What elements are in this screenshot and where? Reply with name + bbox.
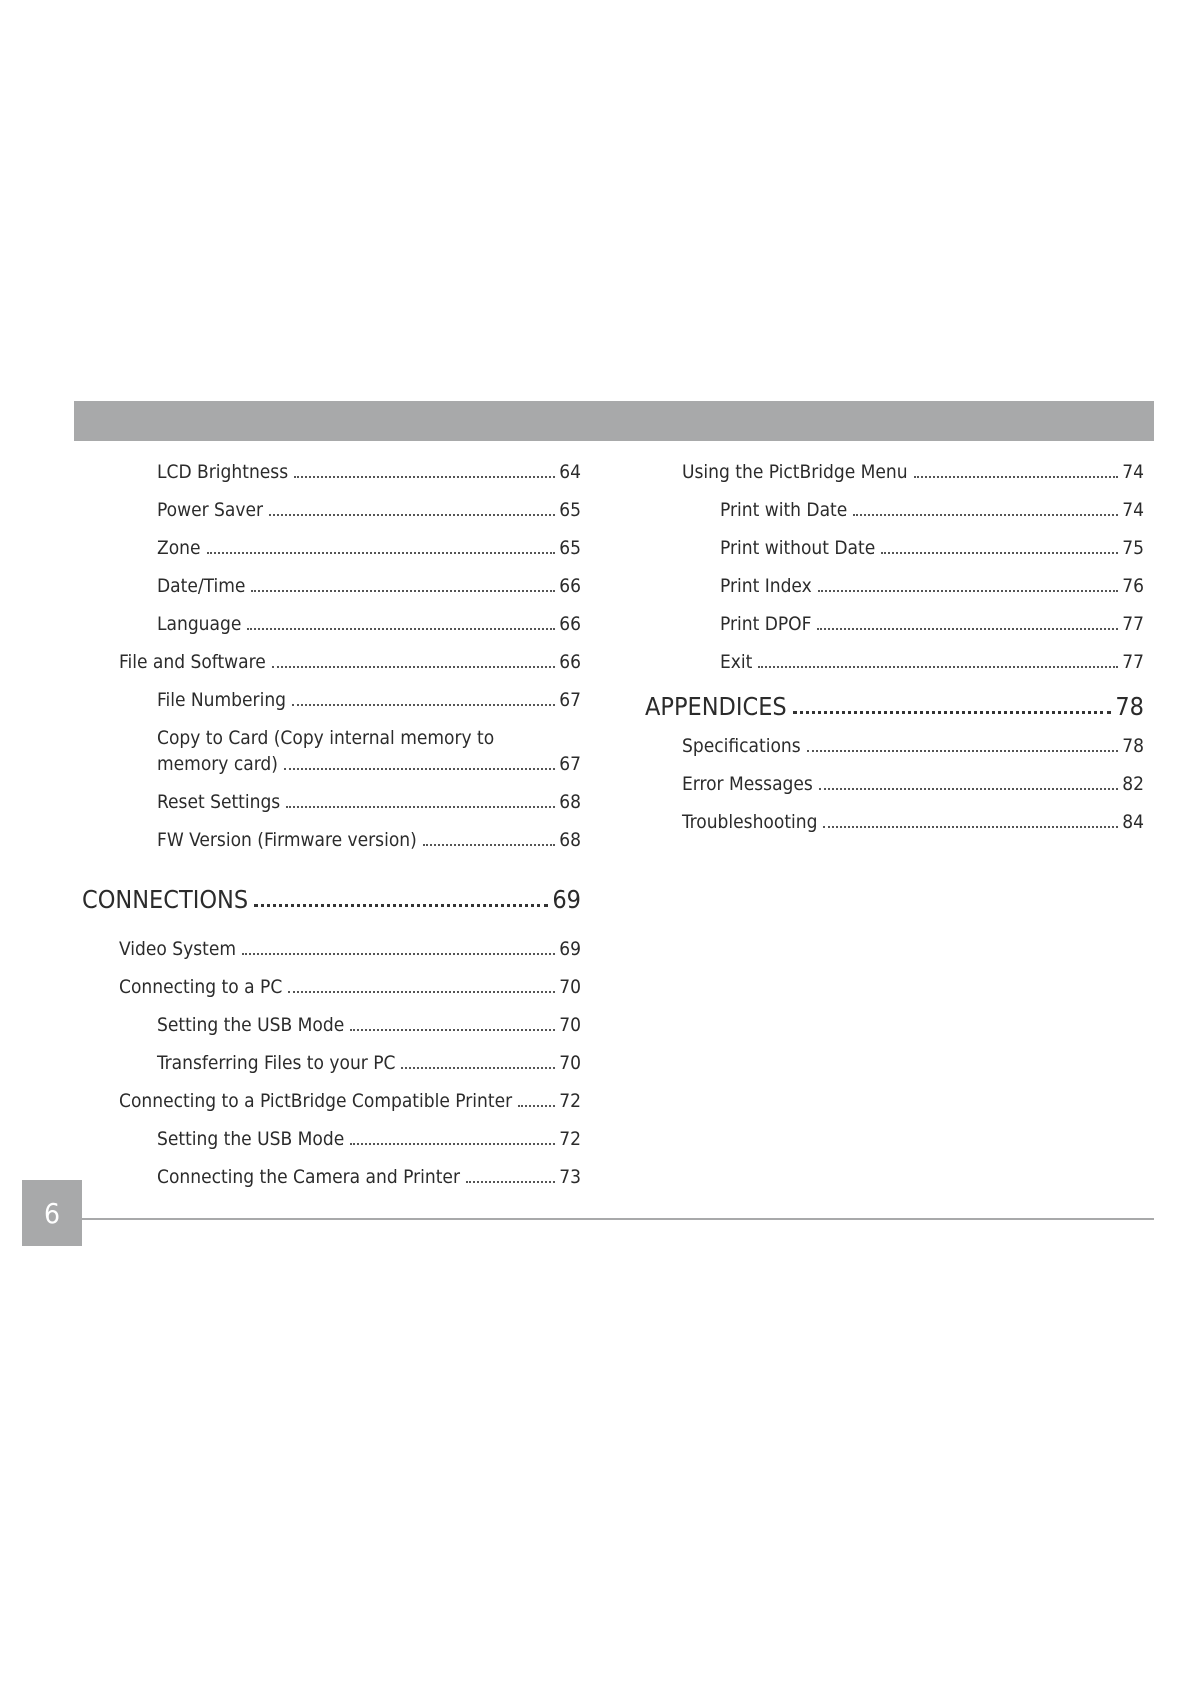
dot-leader	[819, 787, 1118, 790]
toc-section-heading[interactable]	[82, 885, 581, 915]
dot-leader	[272, 665, 555, 668]
toc-entry-title: Print with Date	[720, 499, 848, 521]
dot-leader	[758, 665, 1118, 668]
dot-leader	[288, 990, 555, 993]
toc-entry[interactable]	[682, 772, 1144, 796]
toc-entry-page: 74	[1122, 461, 1144, 483]
toc-section-page: 78	[1115, 692, 1144, 721]
toc-entry-page: 67	[559, 753, 581, 775]
toc-entry-title: Date/Time	[157, 575, 246, 597]
dot-leader	[793, 710, 1112, 714]
toc-entry-title: Reset Settings	[157, 791, 281, 813]
footer-rule	[82, 1218, 1154, 1220]
dot-leader	[401, 1066, 555, 1069]
dot-leader	[423, 843, 555, 846]
toc-entry-title: Troubleshooting	[682, 811, 818, 833]
toc-entry[interactable]	[157, 1165, 581, 1189]
toc-section-page: 69	[552, 885, 581, 914]
toc-entry-page: 75	[1122, 537, 1144, 559]
toc-entry-page: 65	[559, 499, 581, 521]
toc-entry-title: Print without Date	[720, 537, 876, 559]
toc-entry-title: Connecting to a PC	[119, 976, 283, 998]
toc-entry-page: 73	[559, 1166, 581, 1188]
header-band	[74, 401, 1154, 441]
toc-entry-title: Video System	[119, 938, 237, 960]
dot-leader	[207, 551, 556, 554]
toc-entry-page: 67	[559, 689, 581, 711]
dot-leader	[284, 767, 555, 770]
toc-entry-page: 66	[559, 651, 581, 673]
dot-leader	[914, 475, 1119, 478]
toc-entry[interactable]	[157, 688, 581, 712]
dot-leader	[294, 475, 555, 478]
toc-entry-title: FW Version (Firmware version)	[157, 829, 417, 851]
dot-leader	[518, 1104, 555, 1107]
toc-entry[interactable]	[682, 460, 1144, 484]
toc-entry-title: Language	[157, 613, 242, 635]
page-number: 6	[43, 1196, 61, 1230]
toc-entry-page: 68	[559, 829, 581, 851]
toc-entry-title: Print Index	[720, 575, 812, 597]
toc-entry[interactable]	[720, 498, 1144, 522]
toc-entry-title: Transferring Files to your PC	[157, 1052, 396, 1074]
toc-entry-page: 64	[559, 461, 581, 483]
toc-entry-title: Power Saver	[157, 499, 264, 521]
toc-entry-page: 70	[559, 1052, 581, 1074]
toc-entry[interactable]	[157, 828, 581, 852]
toc-entry-page: 84	[1122, 811, 1144, 833]
toc-section-title: APPENDICES	[645, 692, 787, 721]
toc-entry-title: Error Messages	[682, 773, 813, 795]
toc-entry-page: 76	[1122, 575, 1144, 597]
toc-entry-title: LCD Brightness	[157, 461, 289, 483]
toc-entry-page: 70	[559, 1014, 581, 1036]
toc-entry-page: 72	[559, 1128, 581, 1150]
dot-leader	[292, 703, 555, 706]
toc-entry-page: 70	[559, 976, 581, 998]
toc-entry[interactable]	[157, 1013, 581, 1037]
toc-section-title: CONNECTIONS	[82, 885, 249, 914]
dot-leader	[247, 627, 555, 630]
toc-entry[interactable]	[157, 1051, 581, 1075]
toc-entry-title: Print DPOF	[720, 613, 812, 635]
toc-entry[interactable]	[157, 498, 581, 522]
dot-leader	[466, 1180, 555, 1183]
toc-entry[interactable]	[119, 975, 581, 999]
toc-entry-page: 66	[559, 575, 581, 597]
dot-leader	[254, 903, 548, 907]
toc-entry-title-line2: memory card)	[157, 753, 278, 775]
toc-entry[interactable]	[720, 574, 1144, 598]
toc-entry[interactable]	[720, 536, 1144, 560]
toc-entry-page: 77	[1122, 613, 1144, 635]
dot-leader	[853, 513, 1118, 516]
toc-entry[interactable]	[157, 790, 581, 814]
dot-leader	[286, 805, 555, 808]
toc-entry-page: 69	[559, 938, 581, 960]
toc-section-heading[interactable]	[645, 692, 1144, 722]
dot-leader	[269, 513, 555, 516]
toc-entry[interactable]	[157, 460, 581, 484]
toc-entry-title: Connecting to a PictBridge Compatible Printer	[119, 1090, 513, 1112]
toc-entry-title: Connecting the Camera and Printer	[157, 1166, 460, 1188]
toc-entry[interactable]	[720, 612, 1144, 636]
dot-leader	[823, 825, 1118, 828]
toc-entry-title: Specifications	[682, 735, 801, 757]
toc-entry-page: 74	[1122, 499, 1144, 521]
toc-entry-title: File Numbering	[157, 689, 287, 711]
toc-entry-title: Exit	[720, 651, 753, 673]
dot-leader	[350, 1142, 555, 1145]
toc-entry[interactable]	[119, 650, 581, 674]
dot-leader	[251, 589, 555, 592]
toc-entry-title: Setting the USB Mode	[157, 1014, 345, 1036]
toc-entry[interactable]	[720, 650, 1144, 674]
toc-entry-title: Using the PictBridge Menu	[682, 461, 908, 483]
dot-leader	[350, 1028, 555, 1031]
page-number-tab	[22, 1180, 82, 1246]
toc-entry[interactable]	[157, 536, 581, 560]
toc-entry[interactable]	[682, 810, 1144, 834]
dot-leader	[817, 627, 1118, 630]
dot-leader	[881, 551, 1118, 554]
dot-leader	[807, 749, 1119, 752]
toc-entry-page: 72	[559, 1090, 581, 1112]
toc-entry[interactable]	[119, 937, 581, 961]
toc-entry-page: 65	[559, 537, 581, 559]
toc-entry[interactable]	[119, 1089, 581, 1113]
toc-entry-title: File and Software	[119, 651, 266, 673]
toc-entry[interactable]	[157, 612, 581, 636]
toc-entry[interactable]	[157, 574, 581, 598]
toc-entry-page: 82	[1122, 773, 1144, 795]
toc-entry-page: 68	[559, 791, 581, 813]
dot-leader	[818, 589, 1119, 592]
dot-leader	[242, 952, 555, 955]
toc-entry-title: Zone	[157, 537, 201, 559]
toc-entry[interactable]	[682, 734, 1144, 758]
toc-entry-title: Setting the USB Mode	[157, 1128, 345, 1150]
toc-entry[interactable]	[157, 1127, 581, 1151]
toc-entry-page: 78	[1122, 735, 1144, 757]
toc-entry-page: 66	[559, 613, 581, 635]
toc-entry-title-line1: Copy to Card (Copy internal memory to	[157, 727, 495, 749]
toc-entry-multiline[interactable]	[157, 726, 581, 776]
toc-entry-page: 77	[1122, 651, 1144, 673]
